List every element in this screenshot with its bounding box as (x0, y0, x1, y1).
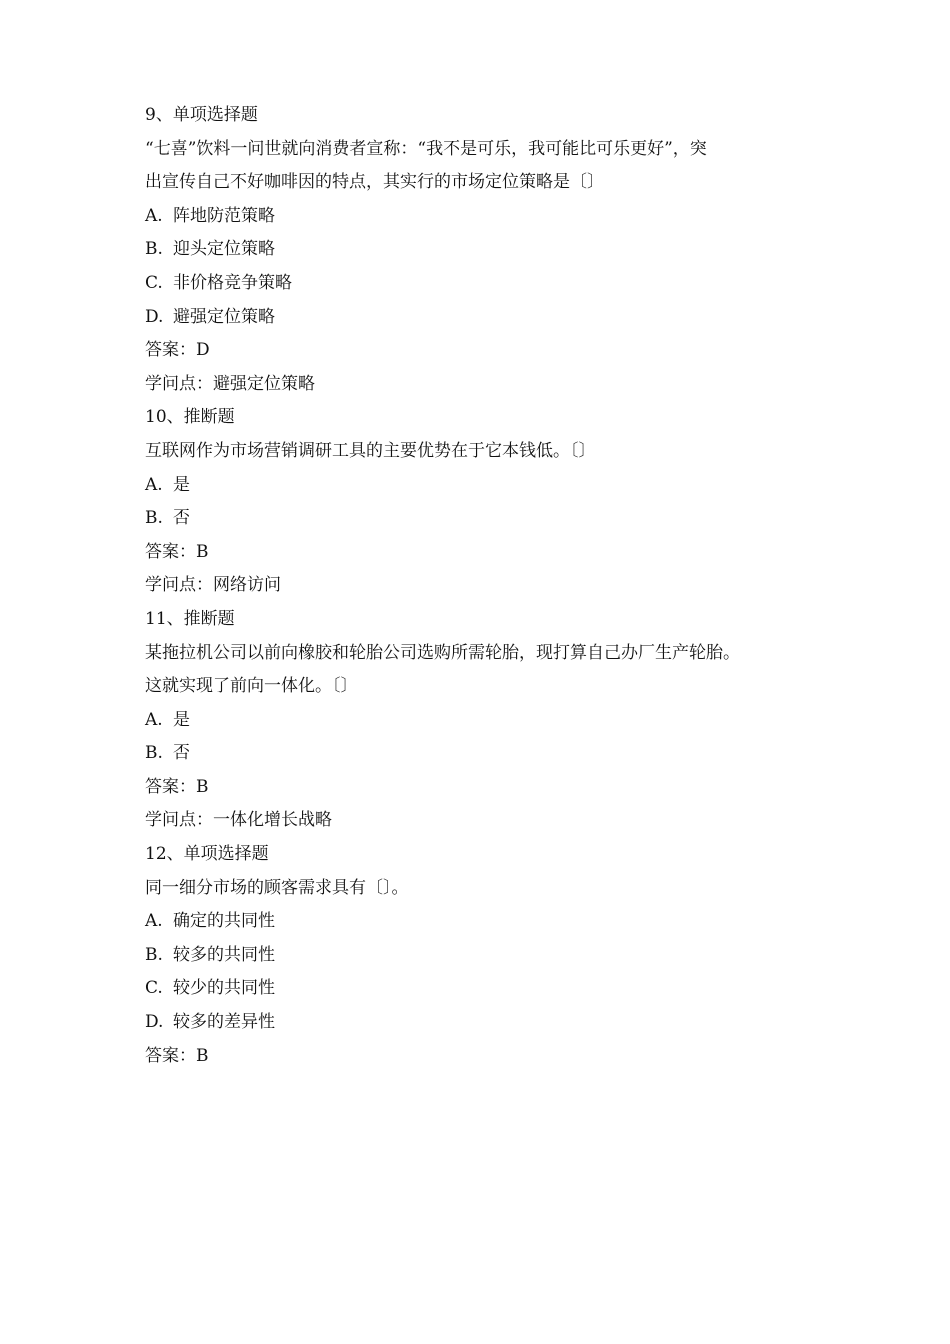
question-heading: 11、推断题 (145, 608, 235, 629)
option-key: C. (145, 272, 163, 293)
answer-line: 答案：B (145, 1045, 209, 1066)
answer-line: 答案：B (145, 776, 209, 797)
question-block (145, 401, 825, 603)
option-item (145, 939, 825, 973)
option-item (145, 905, 825, 939)
option-text: 避强定位策略 (173, 306, 275, 327)
option-item (145, 200, 825, 234)
option-text: 确定的共同性 (173, 911, 275, 932)
option-key: B. (145, 944, 163, 965)
question-block (145, 99, 825, 401)
question-text-line: 某拖拉机公司以前向橡胶和轮胎公司选购所需轮胎，现打算自己办厂生产轮胎。 (145, 642, 740, 663)
option-text: 阵地防范策略 (173, 205, 275, 226)
option-text: 较多的共同性 (173, 944, 275, 965)
option-text: 是 (173, 709, 190, 730)
option-key: B. (145, 743, 163, 764)
question-heading: 9、单项选择题 (145, 105, 258, 125)
option-text: 非价格竞争策略 (173, 272, 292, 293)
option-item (145, 972, 825, 1006)
option-item (145, 301, 825, 335)
option-item (145, 502, 825, 536)
option-key: A. (145, 709, 163, 730)
option-key: A. (145, 474, 163, 495)
question-text-line: “七喜”饮料一问世就向消费者宣称：“我不是可乐，我可能比可乐更好”，突 (145, 138, 707, 159)
option-key: A. (145, 911, 163, 932)
option-item (145, 233, 825, 267)
option-key: D. (145, 306, 164, 327)
option-key: B. (145, 239, 163, 260)
option-key: A. (145, 205, 163, 226)
option-text: 较多的差异性 (173, 1012, 275, 1033)
option-text: 迎头定位策略 (173, 239, 275, 260)
option-key: C. (145, 978, 163, 999)
question-list (145, 99, 825, 1073)
option-text: 较少的共同性 (173, 978, 275, 999)
option-item (145, 469, 825, 503)
question-text-line: 同一细分市场的顾客需求具有〔〕。 (145, 877, 409, 898)
option-key: D. (145, 1012, 164, 1033)
option-item (145, 737, 825, 771)
option-item (145, 704, 825, 738)
question-block (145, 603, 825, 838)
knowledge-point-line: 学问点：一体化增长战略 (145, 810, 332, 831)
option-item (145, 1006, 825, 1040)
answer-line: 答案：D (145, 340, 210, 361)
question-heading: 12、单项选择题 (145, 844, 269, 865)
knowledge-point-line: 学问点：避强定位策略 (145, 373, 315, 394)
option-item (145, 267, 825, 301)
knowledge-point-line: 学问点：网络访问 (145, 575, 281, 596)
option-key: B. (145, 508, 163, 529)
question-text-line: 出宣传自己不好咖啡因的特点，其实行的市场定位策略是〔〕 (145, 172, 604, 193)
question-text-line: 互联网作为市场营销调研工具的主要优势在于它本钱低。〔〕 (145, 440, 596, 461)
option-text: 是 (173, 474, 190, 495)
question-block (145, 838, 825, 1073)
answer-line: 答案：B (145, 541, 209, 562)
question-heading: 10、推断题 (145, 407, 235, 428)
option-text: 否 (173, 743, 190, 764)
question-text-line: 这就实现了前向一体化。〔〕 (145, 676, 358, 697)
option-text: 否 (173, 508, 190, 529)
